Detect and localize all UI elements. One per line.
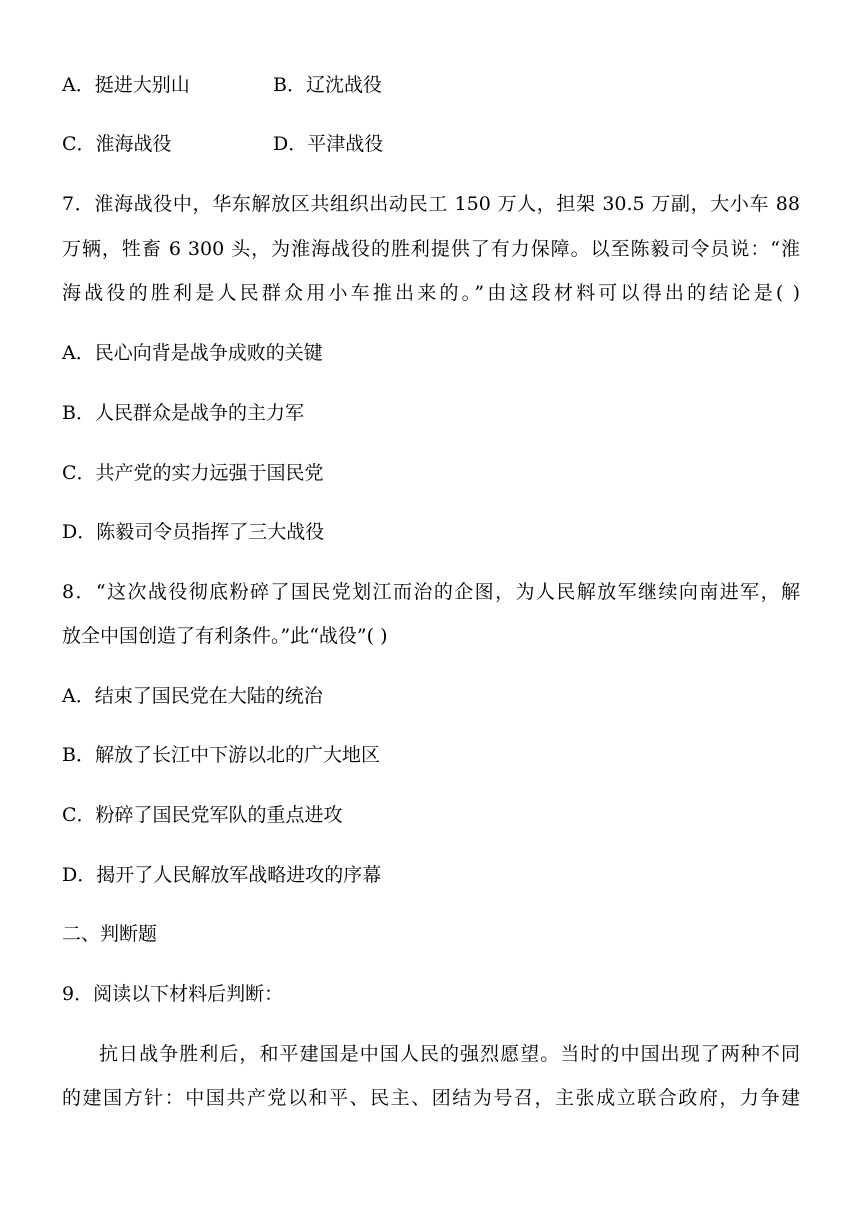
q8-stem-line-2: 放全中国创造了有利条件。”此“战役”( )	[62, 625, 388, 647]
q6-option-b: B．辽沈战役	[273, 74, 382, 96]
q7-stem-line-1: 7．淮海战役中，华东解放区共组织出动民工 150 万人，担架 30.5 万副，大小车 88	[62, 193, 800, 215]
q6-option-d: D．平津战役	[273, 133, 384, 155]
section-heading-judgment: 二、判断题	[62, 923, 158, 945]
q9-passage-line-1: 抗日战争胜利后，和平建国是中国人民的强烈愿望。当时的中国出现了两种不同	[99, 1043, 800, 1065]
q7-stem-line-3: 海战役的胜利是人民群众用小车推出来的。”由这段材料可以得出的结论是( )	[62, 282, 800, 304]
q7-option-d: D．陈毅司令员指挥了三大战役	[62, 521, 325, 543]
q8-option-c: C．粉碎了国民党军队的重点进攻	[62, 804, 343, 826]
q8-option-b: B．解放了长江中下游以北的广大地区	[62, 744, 380, 766]
q7-stem-line-2: 万辆，牲畜 6 300 头，为淮海战役的胜利提供了有力保障。以至陈毅司令员说：“淮	[62, 238, 800, 260]
q7-option-a: A．民心向背是战争成败的关键	[62, 342, 323, 364]
q8-stem-line-1: 8．“这次战役彻底粉碎了国民党划江而治的企图，为人民解放军继续向南进军，解	[62, 581, 800, 603]
q6-option-a: A．挺进大别山	[62, 74, 190, 96]
q9-stem: 9．阅读以下材料后判断：	[62, 983, 284, 1005]
q8-option-d: D．揭开了人民解放军战略进攻的序幕	[62, 864, 382, 886]
q9-passage-line-2: 的建国方针：中国共产党以和平、民主、团结为号召，主张成立联合政府，力争建	[62, 1087, 800, 1109]
q6-option-c: C．淮海战役	[62, 133, 172, 155]
q7-option-c: C．共产党的实力远强于国民党	[62, 462, 324, 484]
q7-option-b: B．人民群众是战争的主力军	[62, 402, 304, 424]
q8-option-a: A．结束了国民党在大陆的统治	[62, 685, 323, 707]
